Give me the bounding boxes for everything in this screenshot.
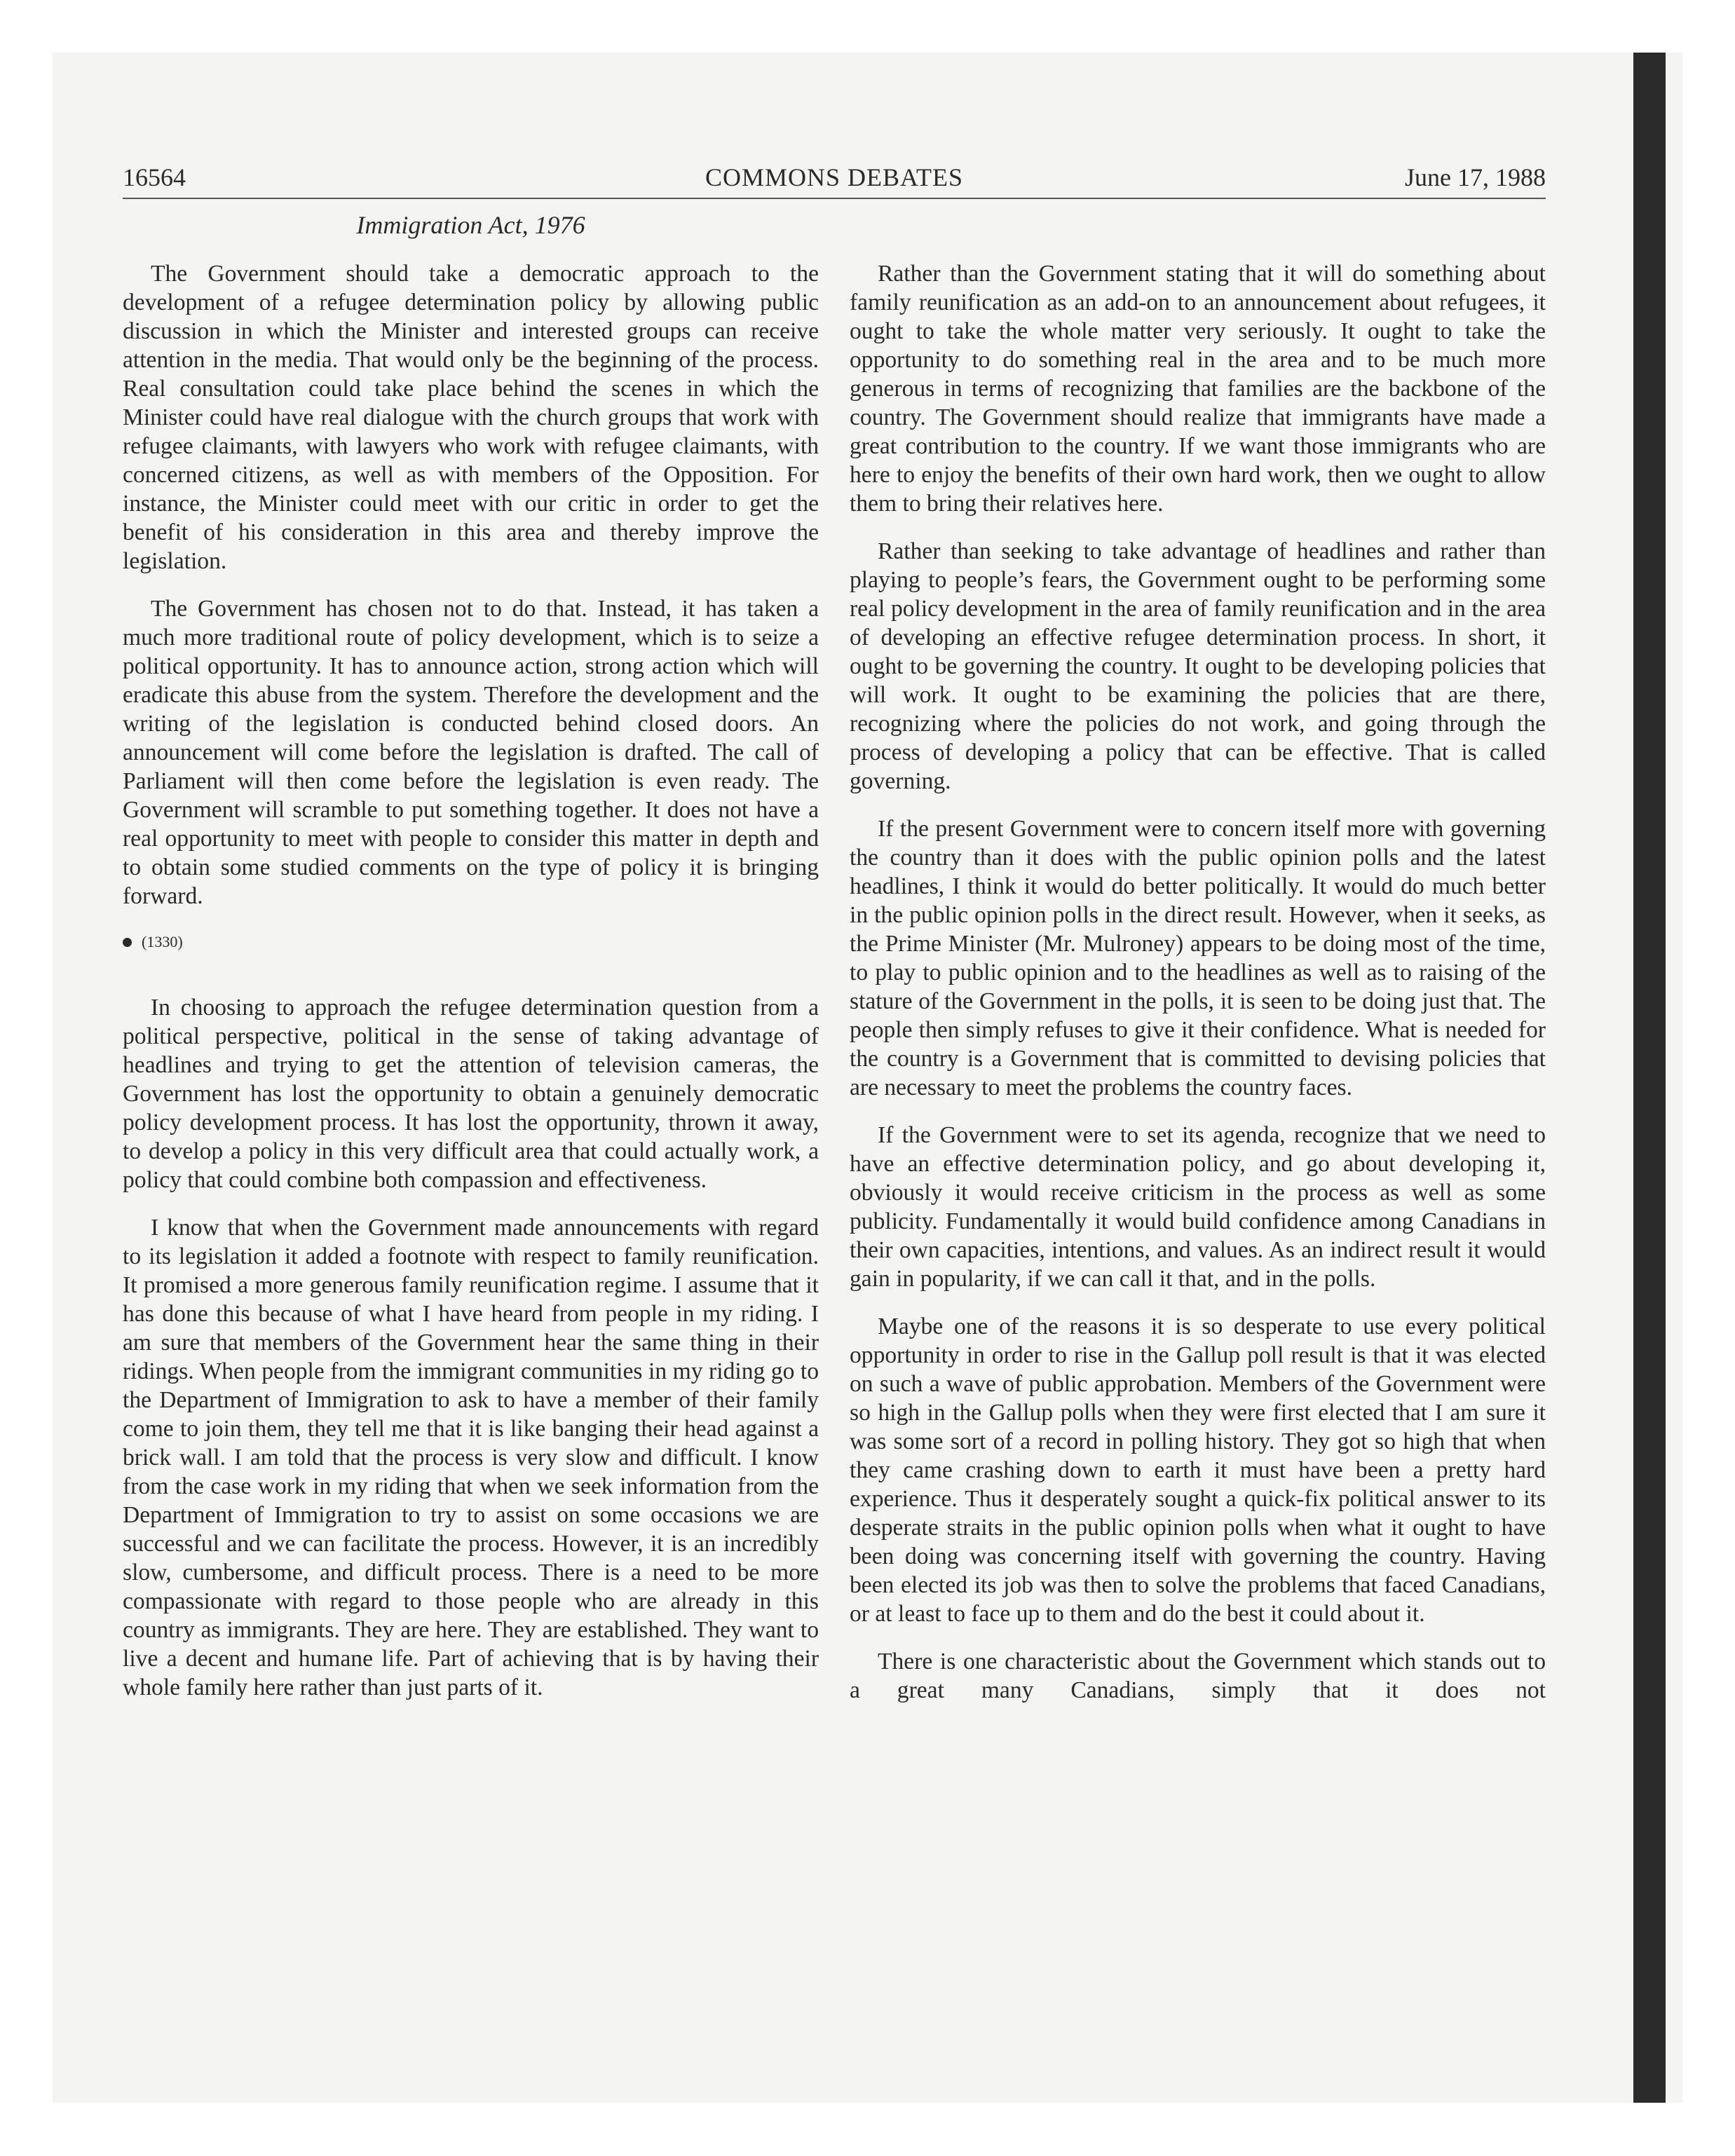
bullet-icon	[123, 938, 132, 947]
publication-date: June 17, 1988	[1405, 163, 1546, 191]
paragraph: The Government should take a democratic approach to the development of a refugee determination policy by allowing public discussion in which the Minister and interested groups can receive attention in the media. That would only be the beginning of the process. Real consultation could take place behind the scenes in which the Minister could have real dialogue with the church groups that work with refugee claimants, with lawyers who work with refugee claimants, with concerned citizens, as well as with members of the Opposition. For instance, the Minister could meet with our critic in order to get the benefit of his consideration in this area and thereby improve the legislation.	[123, 261, 819, 574]
right-column	[850, 259, 1546, 1724]
scan-edge-bar	[1633, 53, 1666, 2103]
time-marker-label: (1330)	[142, 933, 183, 950]
paragraph: Rather than seeking to take advantage of headlines and rather than playing to people’s fears, the Government ought to be performing some real policy development in the area of family reunification and in the area of developing an effective refugee determination process. In short, it ought to be governing the country. It ought to be developing policies that will work. It ought to be examining the policies that are there, recognizing where the policies do not work, and going through the process of developing a policy that can be effective. That is called governing.	[850, 538, 1546, 794]
page-header	[123, 163, 1546, 198]
paragraph: I know that when the Government made announcements with regard to its legislation it added a footnote with respect to family reunification. It promised a more generous family reunification regime. I assume that it has done this because of what I have heard from people in my riding. I am sure that members of the Government hear the same thing in their ridings. When people from the immigrant communities in my riding go to the Department of Immigration to ask to have a member of their family come to join them, they tell me that it is like banging their head against a brick wall. I am told that the process is very slow and difficult. I know from the case work in my riding that when we seek information from the Department of Immigration to try to assist on some occasions we are successful and we can facilitate the process. However, it is an incredibly slow, cumbersome, and difficult process. There is a need to be more compassionate with regard to those people who are already in this country as immigrants. They are here. They are established. They want to live a decent and humane life. Part of achieving that is by having their whole family here rather than just parts of it.	[123, 1215, 819, 1700]
section-title: Immigration Act, 1976	[356, 211, 585, 239]
paragraph: Rather than the Government stating that it will do something about family reunification as an add-on to an announcement about refugees, it ought to take the whole matter very seriously. It ought to take the opportunity to do something real in the area and to be much more generous in terms of recognizing that families are the backbone of the country. The Government should realize that immigrants have made a great contribution to the country. If we want those immigrants who are here to enjoy the benefits of their own hard work, then we ought to allow them to bring their relatives here.	[850, 261, 1546, 517]
page-number: 16564	[123, 163, 186, 191]
paragraph: The Government has chosen not to do that. Instead, it has taken a much more traditional route of policy development, which is to seize a political opportunity. It has to announce action, strong action which will eradicate this abuse from the system. Therefore the development and the writing of the legislation is conducted behind closed doors. An announcement will come before the legislation is drafted. The call of Parliament will then come before the legislation is even ready. The Government will scramble to put something together. It does not have a real opportunity to meet with people to consider this matter in depth and to obtain some studied comments on the type of policy it is bringing forward.	[123, 596, 819, 909]
paragraph: If the present Government were to concern itself more with governing the country than it does with the public opinion polls and the latest headlines, I think it would do better politically. It would do much better in the public opinion polls in the direct result. However, when it seeks, as the Prime Minister (Mr. Mulroney) appears to be doing most of the time, to play to public opinion and to the headlines as well as to raising of the stature of the Government in the polls, it is seen to be doing just that. The people then simply refuses to give it their confidence. What is needed for the country is a Government that is committed to devising policies that are necessary to meet the problems the country faces.	[850, 816, 1546, 1100]
paragraph: There is one characteristic about the Government which stands out to a great many Canadians, simply that it does not	[850, 1649, 1546, 1703]
publication-title: COMMONS DEBATES	[705, 163, 964, 191]
paragraph: If the Government were to set its agenda, recognize that we need to have an effective determination policy, and go about developing it, obviously it would receive criticism in the process as well as some publicity. Fundamentally it would build confidence among Canadians in their own capacities, intentions, and values. As an indirect result it would gain in popularity, if we can call it that, and in the polls.	[850, 1122, 1546, 1292]
time-marker	[123, 932, 819, 953]
header-rule	[123, 198, 1546, 199]
paragraph: Maybe one of the reasons it is so desperate to use every political opportunity in order to rise in the Gallup poll result is that it was elected on such a wave of public approbation. Members of the Government were so high in the Gallup polls when they were first elected that I am sure it was some sort of a record in polling history. They got so high that when they came crashing down to earth it must have been a pretty hard experience. Thus it desperately sought a quick-fix political answer to its desperate straits in the public opinion polls when what it ought to have been doing was concerning itself with governing the country. Having been elected its job was then to solve the problems that faced Canadians, or at least to face up to them and do the best it could about it.	[850, 1314, 1546, 1627]
paragraph: In choosing to approach the refugee determination question from a political perspective, political in the sense of taking advantage of headlines and trying to get the attention of television cameras, the Government has lost the opportunity to obtain a genuinely democratic policy development process. It has lost the opportunity, thrown it away, to develop a policy in this very difficult area that could actually work, a policy that could combine both compassion and effectiveness.	[123, 995, 819, 1193]
left-column	[123, 259, 819, 1721]
